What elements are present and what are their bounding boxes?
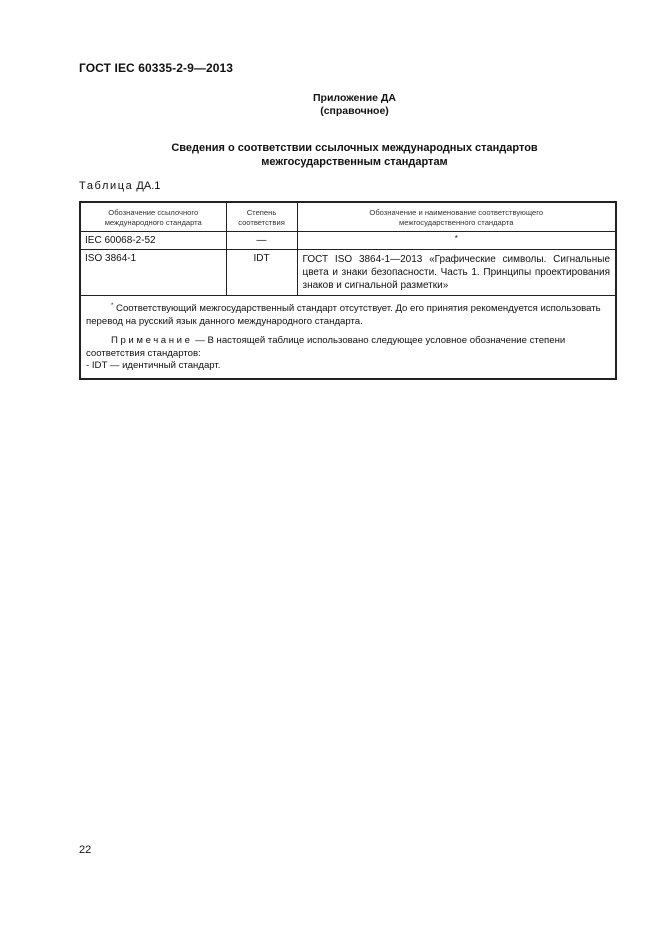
header-national-standard: [297, 202, 616, 232]
header-col1-line1: Обозначение ссылочного: [108, 208, 199, 217]
cell-degree: —: [226, 232, 297, 250]
page-number: 22: [79, 844, 92, 856]
document-title: [24, 141, 661, 169]
table-label: [79, 180, 160, 192]
table-label-number: ДА.1: [136, 180, 161, 192]
note-text: — В настоящей таблице использовано следующее условное обозначение степени соответствия стандартов:: [86, 335, 566, 359]
footnote: [86, 300, 610, 328]
cell-degree: IDT: [226, 250, 297, 296]
note-item: - IDT — идентичный стандарт.: [86, 360, 221, 372]
header-col3-line2: межгосударственного стандарта: [399, 218, 514, 227]
table-label-word: Таблица: [79, 180, 134, 192]
header-col3-line1: Обозначение и наименование соответствующего: [369, 208, 544, 217]
header-col2-line2: соответствия: [238, 218, 285, 227]
note-word: Примечание: [111, 335, 193, 347]
cell-national: *: [297, 232, 616, 250]
annex-title: Приложение ДА: [313, 92, 396, 104]
footnote-marker: *: [111, 303, 114, 309]
document-title-line-2: межгосударственным стандартам: [261, 156, 448, 168]
note: [86, 335, 610, 360]
header-reference-standard: [80, 202, 226, 232]
header-col2-line1: Степень: [246, 208, 277, 217]
footnote-cell: [80, 296, 616, 379]
header-degree: [226, 202, 297, 232]
table-row: [80, 250, 616, 296]
header-col1-line2: международного стандарта: [104, 218, 202, 227]
cell-national: ГОСТ ISO 3864-1—2013 «Графические символы. Сигнальные цвета и знаки безопасности. Часть 1. Принципы проектирования знаков и сигнальной разметки»: [297, 250, 616, 296]
cell-reference: ISO 3864-1: [80, 250, 226, 296]
table-row: [80, 232, 616, 250]
table-footnote-row: [80, 296, 616, 379]
annex-status: (справочное): [320, 105, 389, 117]
reference-table: [79, 201, 617, 380]
footnote-text: Соответствующий межгосударственный стандарт отсутствует. До его принятия рекомендуется использовать перевод на русский язык данного международного стандарта.: [86, 303, 601, 327]
cell-reference: IEC 60068-2-52: [80, 232, 226, 250]
table-header-row: [80, 202, 616, 232]
document-title-line-1: Сведения о соответствии ссылочных международных стандартов: [171, 142, 538, 154]
standard-code: ГОСТ IEC 60335-2-9—2013: [79, 61, 234, 75]
